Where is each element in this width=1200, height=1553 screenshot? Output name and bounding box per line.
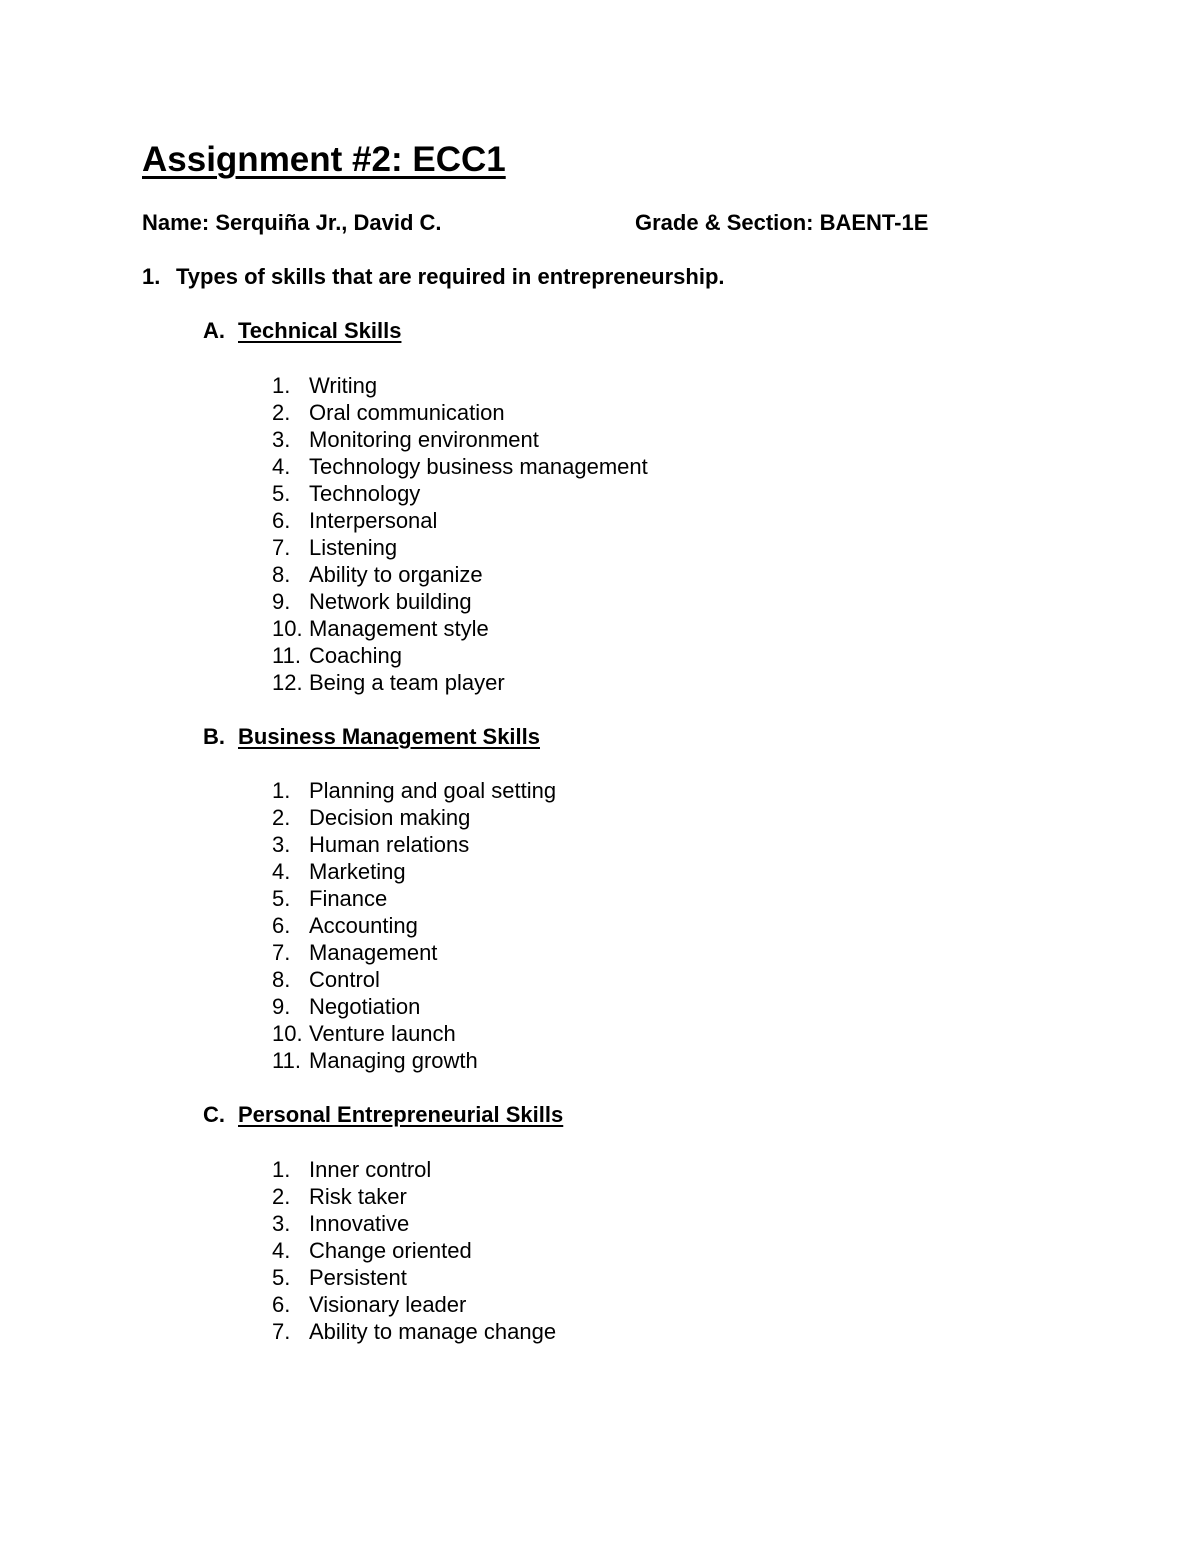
list-item (272, 939, 556, 966)
item-text: Risk taker (309, 1184, 407, 1209)
item-number: 4. (272, 859, 291, 884)
item-number: 7. (272, 940, 291, 965)
item-text: Ability to manage change (309, 1319, 557, 1344)
list-item (272, 534, 648, 561)
item-number: 10. (272, 1021, 303, 1046)
item-number: 1. (272, 778, 291, 803)
item-number: 2. (272, 1184, 291, 1209)
section-title: Business Management Skills (238, 724, 540, 749)
section-heading-technical-skills (203, 318, 401, 344)
section-letter: C. (203, 1102, 225, 1127)
item-text: Management (309, 940, 438, 965)
item-number: 3. (272, 1211, 291, 1236)
list-item (272, 372, 648, 399)
list-item (272, 1020, 556, 1047)
list-item (272, 669, 648, 696)
list-item (272, 426, 648, 453)
item-number: 2. (272, 805, 291, 830)
student-name: Name: Serquiña Jr., David C. (142, 210, 442, 235)
technical-skills-list (272, 372, 648, 696)
list-item (272, 831, 556, 858)
item-text: Accounting (309, 913, 418, 938)
list-item (272, 1210, 556, 1237)
personal-entrepreneurial-skills-list (272, 1156, 556, 1345)
item-text: Interpersonal (309, 508, 438, 533)
list-item (272, 399, 648, 426)
item-text: Technology (309, 481, 421, 506)
question-text: Types of skills that are required in entrepreneurship. (176, 264, 725, 289)
item-number: 1. (272, 373, 291, 398)
item-text: Persistent (309, 1265, 407, 1290)
list-item (272, 1264, 556, 1291)
item-text: Decision making (309, 805, 471, 830)
item-number: 12. (272, 670, 303, 695)
list-item (272, 777, 556, 804)
list-item (272, 507, 648, 534)
item-number: 4. (272, 454, 291, 479)
section-letter: A. (203, 318, 225, 343)
item-number: 6. (272, 1292, 291, 1317)
question-number: 1. (142, 264, 161, 289)
item-text: Managing growth (309, 1048, 478, 1073)
item-text: Writing (309, 373, 378, 398)
list-item (272, 1237, 556, 1264)
item-number: 9. (272, 589, 291, 614)
item-text: Marketing (309, 859, 406, 884)
item-text: Network building (309, 589, 472, 614)
item-number: 5. (272, 886, 291, 911)
list-item (272, 615, 648, 642)
item-text: Control (309, 967, 380, 992)
item-text: Negotiation (309, 994, 421, 1019)
item-text: Being a team player (309, 670, 505, 695)
business-management-skills-list (272, 777, 556, 1074)
item-number: 6. (272, 508, 291, 533)
item-number: 11. (272, 1048, 301, 1073)
list-item (272, 561, 648, 588)
item-text: Change oriented (309, 1238, 472, 1263)
list-item (272, 993, 556, 1020)
item-number: 2. (272, 400, 291, 425)
list-item (272, 588, 648, 615)
item-text: Ability to organize (309, 562, 483, 587)
item-text: Management style (309, 616, 489, 641)
item-text: Innovative (309, 1211, 410, 1236)
item-text: Human relations (309, 832, 470, 857)
question-1 (142, 264, 725, 290)
item-number: 6. (272, 913, 291, 938)
list-item (272, 966, 556, 993)
item-number: 5. (272, 1265, 291, 1290)
list-item (272, 1183, 556, 1210)
grade-section: Grade & Section: BAENT-1E (635, 210, 929, 235)
item-text: Visionary leader (309, 1292, 467, 1317)
list-item (272, 912, 556, 939)
item-number: 10. (272, 616, 303, 641)
item-text: Venture launch (309, 1021, 456, 1046)
item-text: Coaching (309, 643, 402, 668)
list-item (272, 480, 648, 507)
item-number: 3. (272, 832, 291, 857)
item-number: 7. (272, 1319, 291, 1344)
item-text: Finance (309, 886, 388, 911)
section-heading-personal-entrepreneurial-skills (203, 1102, 563, 1128)
item-text: Inner control (309, 1157, 432, 1182)
list-item (272, 1291, 556, 1318)
item-text: Oral communication (309, 400, 505, 425)
item-text: Planning and goal setting (309, 778, 557, 803)
item-number: 8. (272, 967, 291, 992)
list-item (272, 453, 648, 480)
list-item (272, 1047, 556, 1074)
section-letter: B. (203, 724, 225, 749)
list-item (272, 1318, 556, 1345)
item-text: Technology business management (309, 454, 648, 479)
section-heading-business-management-skills (203, 724, 540, 750)
item-number: 8. (272, 562, 291, 587)
item-number: 5. (272, 481, 291, 506)
list-item (272, 804, 556, 831)
section-title: Personal Entrepreneurial Skills (238, 1102, 564, 1127)
document-title: Assignment #2: ECC1 (142, 140, 506, 179)
item-text: Monitoring environment (309, 427, 539, 452)
section-title: Technical Skills (238, 318, 402, 343)
item-number: 4. (272, 1238, 291, 1263)
list-item (272, 858, 556, 885)
list-item (272, 1156, 556, 1183)
item-number: 9. (272, 994, 291, 1019)
item-number: 3. (272, 427, 291, 452)
list-item (272, 885, 556, 912)
item-number: 11. (272, 643, 301, 668)
item-number: 7. (272, 535, 291, 560)
item-number: 1. (272, 1157, 291, 1182)
item-text: Listening (309, 535, 398, 560)
list-item (272, 642, 648, 669)
